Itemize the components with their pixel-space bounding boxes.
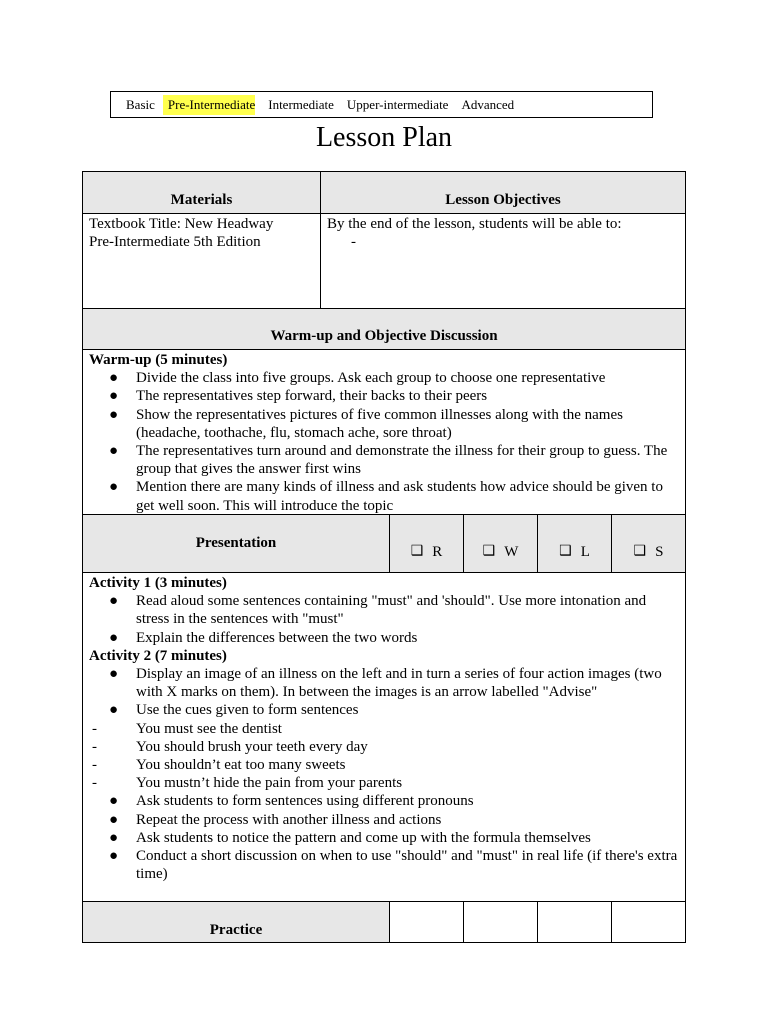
- activity2-list: [89, 665, 679, 883]
- objectives-cell: [321, 214, 686, 308]
- dash-icon: -: [92, 775, 97, 792]
- level-intermediate[interactable]: Intermediate: [268, 96, 334, 112]
- dash-icon: -: [92, 757, 97, 774]
- bullet-icon: ●: [109, 629, 119, 646]
- bullet-icon: ●: [109, 793, 119, 810]
- level-pre-intermediate[interactable]: Pre-Intermediate: [163, 95, 255, 115]
- warmup-content-row: [83, 350, 686, 515]
- practice-header-row: [83, 902, 686, 943]
- level-advanced[interactable]: Advanced: [461, 96, 515, 112]
- list-item: - You must see the dentist: [92, 720, 282, 737]
- bullet-icon: ●: [109, 811, 119, 828]
- checkbox-icon[interactable]: ❑: [482, 543, 496, 559]
- warmup-header-row: [83, 309, 686, 350]
- presentation-header: Presentation: [83, 515, 390, 572]
- list-item: ● Explain the differences between the two words: [109, 629, 418, 646]
- warmup-list: [89, 369, 679, 515]
- checkbox-icon[interactable]: ❑: [633, 543, 647, 559]
- materials-header: Materials: [83, 172, 321, 213]
- bullet-icon: ●: [109, 479, 119, 496]
- page-title: Lesson Plan: [315, 122, 453, 153]
- list-item: ● Ask students to notice the pattern and come up with the formula themselves: [109, 829, 591, 846]
- activity1-heading: Activity 1 (3 minutes): [89, 575, 227, 591]
- warmup-content: [83, 350, 686, 514]
- list-item: ● Display an image of an illness on the left and in turn a series of four action images (two with X marks on them). In between the images is an arrow labelled "Advise": [109, 666, 662, 701]
- practice-skill-cell: [612, 902, 686, 942]
- activity2-heading: Activity 2 (7 minutes): [89, 647, 227, 664]
- list-item: ● Repeat the process with another illness and actions: [109, 811, 442, 828]
- practice-skill-cell: [538, 902, 612, 942]
- warmup-section-header: Warm-up and Objective Discussion: [83, 309, 686, 349]
- practice-skill-cell: [464, 902, 538, 942]
- list-item: ● The representatives step forward, their backs to their peers: [109, 388, 488, 405]
- bullet-icon: ●: [109, 406, 119, 423]
- list-item: - You should brush your teeth every day: [92, 738, 368, 755]
- level-selector: [110, 91, 653, 118]
- level-basic[interactable]: Basic: [126, 96, 155, 112]
- skill-reading[interactable]: ❑ R: [390, 515, 464, 572]
- materials-objectives-body-row: [83, 214, 686, 309]
- presentation-content-row: [83, 573, 686, 902]
- checkbox-icon[interactable]: ❑: [410, 543, 424, 559]
- bullet-icon: ●: [109, 388, 119, 405]
- presentation-header-row: [83, 515, 686, 573]
- skill-listening[interactable]: ❑ L: [538, 515, 612, 572]
- skill-speaking[interactable]: ❑ S: [612, 515, 686, 572]
- objectives-item: -: [351, 234, 356, 251]
- objectives-intro: By the end of the lesson, students will be able to:: [327, 216, 622, 232]
- bullet-icon: ●: [109, 829, 119, 846]
- activity1-list: [89, 592, 679, 647]
- presentation-content: [83, 573, 686, 901]
- dash-icon: -: [92, 720, 97, 737]
- objectives-header: Lesson Objectives: [321, 172, 686, 213]
- bullet-icon: ●: [109, 848, 119, 865]
- bullet-icon: ●: [109, 666, 119, 683]
- checkbox-icon[interactable]: ❑: [559, 543, 572, 559]
- bullet-icon: ●: [109, 443, 119, 460]
- list-item: ● Divide the class into five groups. Ask each group to choose one representative: [109, 370, 606, 387]
- list-item: - You shouldn’t eat too many sweets: [92, 757, 346, 774]
- skill-writing[interactable]: ❑ W: [464, 515, 538, 572]
- materials-cell: [83, 214, 321, 308]
- list-item: ● Conduct a short discussion on when to use "should" and "must" in real life (if there's extra time): [109, 848, 678, 883]
- level-upper-intermediate[interactable]: Upper-intermediate: [346, 96, 449, 112]
- bullet-icon: ●: [109, 702, 119, 719]
- list-item: ● Read aloud some sentences containing "must" and 'should". Use more intonation and stress in the sentences with "must": [109, 593, 647, 628]
- list-item: ● Show the representatives pictures of five common illnesses along with the names (headache, toothache, flu, stomach ache, sore throat): [109, 406, 623, 441]
- bullet-icon: ●: [109, 370, 119, 387]
- materials-objectives-header-row: [83, 172, 686, 214]
- warmup-heading: Warm-up (5 minutes): [89, 352, 228, 368]
- list-item: - You mustn’t hide the pain from your parents: [92, 775, 403, 792]
- list-item: ● The representatives turn around and demonstrate the illness for their group to guess. The group that gives the answer first wins: [109, 443, 668, 478]
- bullet-icon: ●: [109, 593, 119, 610]
- list-item: ● Use the cues given to form sentences: [109, 702, 359, 719]
- textbook-title-line2: Pre-Intermediate 5th Edition: [89, 234, 261, 251]
- lesson-plan-table: [82, 171, 686, 943]
- list-item: ● Mention there are many kinds of illness and ask students how advice should be given to get well soon. This will introduce the topic: [109, 479, 663, 514]
- practice-header: Practice: [83, 902, 390, 942]
- dash-icon: -: [92, 738, 97, 755]
- textbook-title-line1: Textbook Title: New Headway: [89, 216, 274, 232]
- list-item: ● Ask students to form sentences using different pronouns: [109, 793, 474, 810]
- practice-skill-cell: [390, 902, 464, 942]
